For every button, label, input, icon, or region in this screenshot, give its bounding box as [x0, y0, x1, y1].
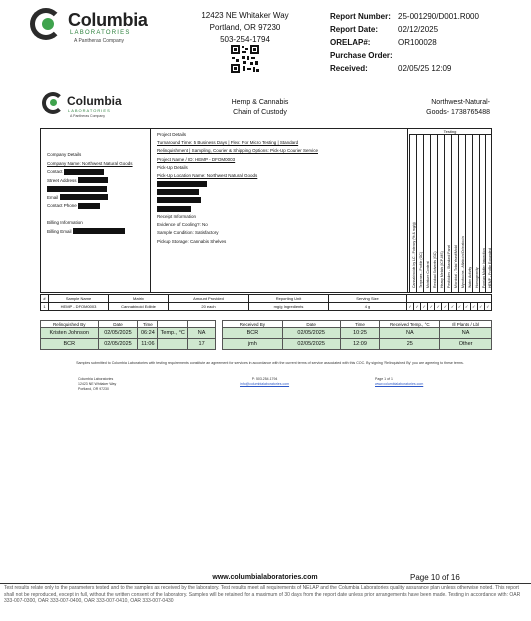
testing-header: Testing: [409, 129, 491, 135]
sample-header-cell: Sample Name: [49, 295, 109, 303]
sample-cell: Cannabinoid Edible: [109, 303, 169, 311]
received-row: [223, 339, 492, 350]
spacer: [47, 211, 150, 220]
sample-header-cell: Amount Provided: [169, 295, 249, 303]
form-logo-tag: A Pantheras Company: [70, 114, 106, 118]
form-footer-email-link[interactable]: info@columbialaboratories.com: [240, 382, 290, 386]
sample-cell: mg/g Ingredients: [249, 303, 329, 311]
address-line1: 12423 NE Whitaker Way: [201, 11, 289, 20]
pickup-location: Pick-Up Location Name: Northwest Natural Goods: [157, 173, 258, 179]
received-cell: 02/05/2025: [282, 339, 340, 350]
form-title: [210, 98, 310, 118]
redacted-block: [157, 189, 199, 195]
received-header-cell: Received By: [223, 321, 283, 328]
redacted-block: [73, 228, 125, 234]
test-name: Microbial - Total Yeast/Mold: [454, 245, 458, 288]
company-details-heading: Company Details: [47, 152, 82, 157]
form-logo: [42, 92, 142, 126]
footer-divider: [0, 583, 531, 584]
relinquished-table: [40, 320, 216, 350]
relinquished-cell: [158, 339, 188, 350]
form-logo-dot-icon: [50, 99, 57, 106]
received-table: [222, 320, 492, 350]
relinquished-row: [41, 328, 216, 339]
received-cell: Other: [440, 339, 492, 350]
redacted-block: [60, 194, 108, 200]
relinquished-header-cell: Time: [138, 321, 158, 328]
sample-row: [41, 303, 492, 311]
test-column: [409, 135, 416, 292]
project-name: Project Name / ID: HEMP - DFOM0003: [157, 156, 236, 162]
street-address-field: [47, 177, 150, 186]
check-icon: ✓: [479, 304, 483, 309]
report-number-row: Report Number: 25-001290/D001.R000: [330, 12, 479, 21]
relinquished-cell: NA: [188, 328, 216, 339]
redacted-row: [157, 180, 407, 188]
form-footer-line: Columbia Laboratories: [78, 377, 114, 381]
report-meta: [330, 10, 518, 75]
report-date-row: Report Date: 02/12/2025: [330, 25, 439, 34]
test-column: [416, 135, 423, 292]
relinquished-header-cell: Date: [98, 321, 138, 328]
sample-header-cell: Matrix: [109, 295, 169, 303]
check-icon: ✓: [443, 304, 448, 309]
sample-header-cell: #: [41, 295, 49, 303]
relinquished-cell: Temp., °C: [158, 328, 188, 339]
form-footer-page-number: Page 1 of 1: [375, 377, 393, 381]
sample-header-cell: Reporting Unit: [249, 295, 329, 303]
page-number: Page 10 of 16: [410, 573, 460, 582]
footer-website: www.columbialaboratories.com: [212, 574, 318, 581]
received-header-cell: Ill Plants / Lbl: [440, 321, 492, 328]
orelap-row: ORELAP#: OR100028: [330, 38, 437, 47]
form-footer-contact: [240, 377, 289, 387]
lab-phone: 503-254-1794: [220, 35, 270, 44]
test-column: [485, 135, 491, 292]
test-name: Foreign Matter Inspection: [481, 248, 486, 288]
test-name: Homogeneity: [475, 267, 479, 288]
form-logo-name: Columbia: [67, 94, 122, 108]
relinquished-cell: 17: [188, 339, 216, 350]
relinquished-cell: BCR: [41, 339, 99, 350]
check-icon: ✓: [472, 304, 476, 309]
relinquished-cell: 06:24: [138, 328, 158, 339]
sample-cell: 4 g: [329, 303, 407, 311]
logo-dot-icon: [42, 18, 54, 30]
received-cell: jmh: [223, 339, 283, 350]
test-name: Terpenes - Profile (GC): [419, 252, 423, 288]
test-name: Mycotoxins - Aflatoxin/Ochratoxin: [461, 236, 465, 288]
sample-condition: Sample Condition: Satisfactory: [157, 230, 219, 236]
redacted-block: [64, 169, 104, 175]
test-column: [465, 135, 472, 292]
form-footer-line: 12423 NE Whitaker Way: [78, 382, 117, 386]
check-icon: ✓: [486, 304, 490, 309]
redacted-block: [47, 186, 107, 192]
check-icon: ✓: [415, 304, 419, 309]
redacted-block: [157, 181, 207, 187]
billing-email-label: Billing Email: [47, 228, 72, 234]
test-name: Heavy Metals (ICP-MS): [440, 251, 444, 288]
relinquished-header-cell: [158, 321, 188, 328]
pickup-storage: Pickup Storage: Cannabis Shelves: [157, 238, 227, 244]
form-client-line2: Goods- 1738765488: [426, 109, 490, 116]
test-column: [423, 135, 430, 292]
relinquishment-options: Relinquishment | Sampling, Courier & Shipping Options: Pick-Up Courier Service: [157, 148, 318, 154]
relinquished-cell: 11:06: [138, 339, 158, 350]
received-row: Received: 02/05/25 12:09: [330, 64, 452, 73]
check-icon: ✓: [464, 304, 469, 309]
form-footer-address: [78, 377, 116, 392]
received-header-cell: Date: [282, 321, 340, 328]
sample-cell: HEMP - DFOM0003: [49, 303, 109, 311]
footer-disclaimer: Test results relate only to the parameters tested and to the samples as received by the laboratory. Test results meet all requirements of NELAP and the Columbia Laboratories quality assurance plan unless otherwise noted. This report shall not be reproduced, except in full, without the written consent of the laboratory. Samples will be retained for a maximum of 30 days from the report date unless prior arrangements have been made. Testing in accordance with: OAR 333-007-0300, OAR 333-007-0400, OAR 333-007-0410, OAR 333-007-0430: [4, 585, 521, 604]
pickup-details-heading: Pick-Up Details: [157, 164, 188, 170]
address-line2: Portland, OR 97230: [209, 23, 281, 32]
relinquished-header-cell: [188, 321, 216, 328]
billing-info-heading: Billing Information: [47, 220, 83, 225]
relinquished-row: [41, 339, 216, 350]
form-logo-sub: LABORATORIES: [68, 108, 111, 113]
logo-sub: LABORATORIES: [70, 30, 131, 36]
relinquished-cell: 02/05/2025: [98, 328, 138, 339]
check-icon: ✓: [450, 304, 455, 309]
form-footer-line: Portland, OR 97230: [78, 387, 109, 391]
received-cell: NA: [440, 328, 492, 339]
test-column: [458, 135, 465, 292]
received-header: [223, 321, 492, 328]
redacted-block: [78, 203, 100, 209]
received-cell: NA: [380, 328, 440, 339]
project-details-heading: Project Details: [157, 132, 187, 137]
received-cell: 12:09: [340, 339, 380, 350]
evidence-of-cooling: Evidence of Cooling?: No: [157, 222, 208, 228]
received-header-cell: Received Temp., °C: [380, 321, 440, 328]
received-cell: 02/05/2025: [282, 328, 340, 339]
check-icon: ✓: [408, 304, 412, 309]
form-client-id: [390, 98, 490, 118]
lab-address: [190, 10, 300, 46]
test-column: [472, 135, 479, 292]
redacted-row: [157, 197, 407, 205]
test-name: Water Activity: [468, 266, 472, 288]
test-name: HEMP - Profile Expanded: [487, 248, 492, 288]
check-icon: ✓: [422, 304, 426, 309]
company-logo: [30, 8, 170, 48]
test-name: Cannabinoids by LC - Potency (% & mg/g): [412, 222, 416, 288]
sample-table: [40, 294, 492, 311]
email-label: Email: [47, 194, 59, 200]
form-footer-website-link[interactable]: www.columbialaboratories.com: [375, 382, 424, 386]
redacted-block: [78, 177, 108, 183]
check-icon: ✓: [457, 304, 462, 309]
form-grid: [40, 128, 492, 293]
sample-header-cell: Serving Size: [329, 295, 407, 303]
test-column: [444, 135, 451, 292]
received-cell: 25: [380, 339, 440, 350]
contact-phone-field: [47, 202, 150, 211]
qr-code-icon: [230, 44, 260, 74]
terms-fine-print: Samples submitted to Columbia Laboratories with testing requirements constitute an agreement for services in accordance with the current terms of service associated with this COC. By signing 'Relinquished By' you are agreeing to these terms.: [76, 361, 464, 365]
redacted-row: [157, 188, 407, 196]
test-name: Residual Solvents (GC): [433, 251, 437, 288]
contact-field: [47, 168, 150, 177]
redacted-row: [157, 205, 407, 213]
company-details: [41, 129, 151, 292]
receipt-info-heading: Receipt Information: [157, 214, 197, 220]
street-address-label: Street Address: [47, 177, 77, 183]
sample-cell: 20 each: [169, 303, 249, 311]
form-footer-phone: P: 503.254.1794: [251, 377, 278, 381]
sample-header-row: [41, 295, 492, 303]
logo-tagline: A Pantheras Company: [74, 38, 125, 44]
project-details: [153, 129, 408, 292]
turnaround-time: Turnaround Time: 5 Business Days | Flex: For Micro Testing | Standard: [157, 140, 299, 146]
relinquished-header-cell: Relinquished By: [41, 321, 99, 328]
form-client-line1: Northwest-Natural-: [431, 99, 490, 106]
form-footer-page: [375, 377, 423, 387]
redacted-block: [157, 197, 201, 203]
billing-email-field: [47, 228, 150, 237]
received-row: [223, 328, 492, 339]
street-address-line2: [47, 185, 150, 194]
test-name: Pesticides - Standard Panel: [447, 244, 451, 288]
email-field: [47, 194, 150, 203]
check-icon: ✓: [429, 304, 433, 309]
test-column: [451, 135, 458, 292]
relinquished-header: [41, 321, 216, 328]
logo-name: Columbia: [68, 10, 148, 30]
contact-phone-label: Contact Phone: [47, 203, 77, 208]
received-cell: BCR: [223, 328, 283, 339]
company-name-value: Company Name: Northwest Natural Goods: [47, 160, 133, 166]
contact-label: Contact: [47, 169, 63, 174]
company-name-field: [47, 160, 150, 169]
test-name: Moisture Content: [426, 261, 430, 288]
relinquished-cell: 02/05/2025: [98, 339, 138, 350]
chain-of-custody-form: [40, 90, 492, 420]
sample-cell: 1: [41, 303, 49, 311]
purchase-order-row: Purchase Order:: [330, 51, 393, 60]
form-title-line1: Hemp & Cannabis: [231, 99, 289, 106]
test-column: [437, 135, 444, 292]
check-icon: ✓: [436, 304, 441, 309]
relinquished-cell: Kristen Johnson: [41, 328, 99, 339]
redacted-block: [157, 206, 191, 212]
testing-columns: [409, 129, 491, 292]
received-cell: 10:25: [340, 328, 380, 339]
test-column: [430, 135, 437, 292]
sample-header-cell: [407, 295, 492, 303]
form-title-line2: Chain of Custody: [233, 109, 287, 116]
received-header-cell: Time: [340, 321, 380, 328]
